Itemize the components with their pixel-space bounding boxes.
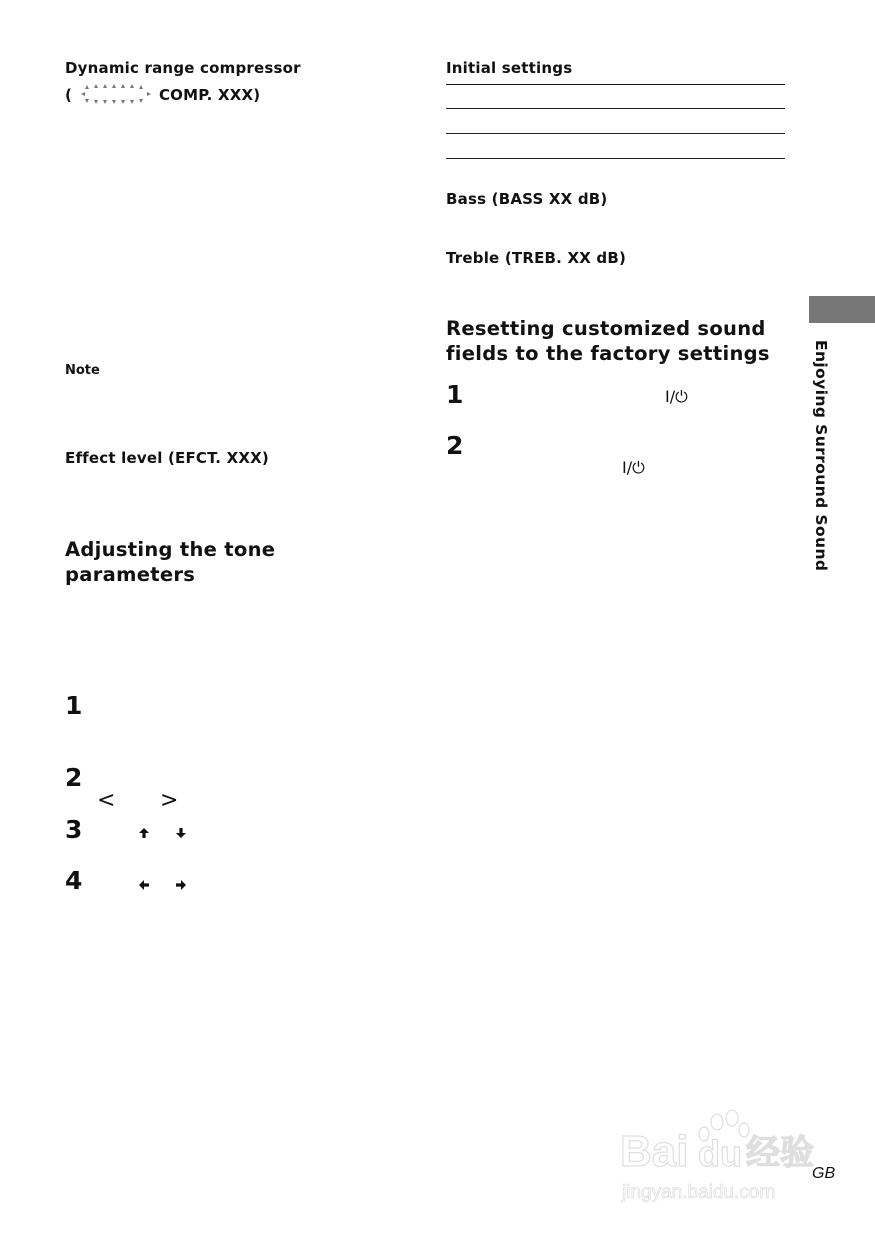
table-rule [446, 133, 785, 134]
drc-heading-line1: Dynamic range compressor [65, 59, 301, 77]
chevron-left-symbol: < [97, 788, 116, 813]
reset-heading-line2: fields to the factory settings [446, 342, 770, 365]
power-icon: I/⏻ [665, 387, 688, 406]
watermark-brand-cjk: 经验 [746, 1134, 814, 1172]
arrow-right-icon [175, 879, 187, 891]
tone-heading-line1: Adjusting the tone [65, 538, 276, 561]
tone-step-2-number: 2 [65, 763, 83, 792]
drc-open-paren: ( [65, 86, 73, 104]
drc-heading-line2 [65, 82, 260, 106]
table-rule [446, 108, 785, 109]
table-rule-top [446, 84, 785, 85]
section-tab-label: Enjoying Surround Sound [812, 340, 830, 572]
region-code: GB [812, 1165, 836, 1182]
table-rule-bottom [446, 158, 785, 159]
reset-step-1-number: 1 [446, 380, 464, 409]
arrow-down-icon [175, 827, 187, 839]
tone-step-3-number: 3 [65, 815, 83, 844]
watermark-url: jingyan.baidu.com [622, 1182, 776, 1203]
tone-heading [65, 537, 365, 587]
arrow-left-icon [138, 879, 150, 891]
arrow-up-icon [138, 827, 150, 839]
chevron-right-symbol: > [160, 788, 179, 813]
tone-step-1-number: 1 [65, 691, 83, 720]
drc-heading-rest: COMP. XXX) [158, 86, 261, 104]
display-indicator-icon [80, 82, 152, 106]
effect-level-heading: Effect level (EFCT. XXX) [65, 449, 269, 467]
tone-step-4-number: 4 [65, 866, 83, 895]
reset-step-2-number: 2 [446, 431, 464, 460]
power-icon: I/⏻ [622, 458, 645, 477]
treble-heading: Treble (TREB. XX dB) [446, 249, 627, 267]
initial-settings-heading: Initial settings [446, 59, 573, 77]
note-label: Note [65, 363, 100, 378]
tone-heading-line2: parameters [65, 563, 196, 586]
watermark-brand-text2: du [698, 1133, 742, 1174]
bass-heading: Bass (BASS XX dB) [446, 190, 608, 208]
reset-heading-line1: Resetting customized sound [446, 317, 766, 340]
watermark-brand-text: Bai [620, 1127, 689, 1176]
section-tab-marker [809, 296, 875, 323]
reset-heading [446, 316, 786, 366]
watermark-logo [618, 1108, 828, 1208]
